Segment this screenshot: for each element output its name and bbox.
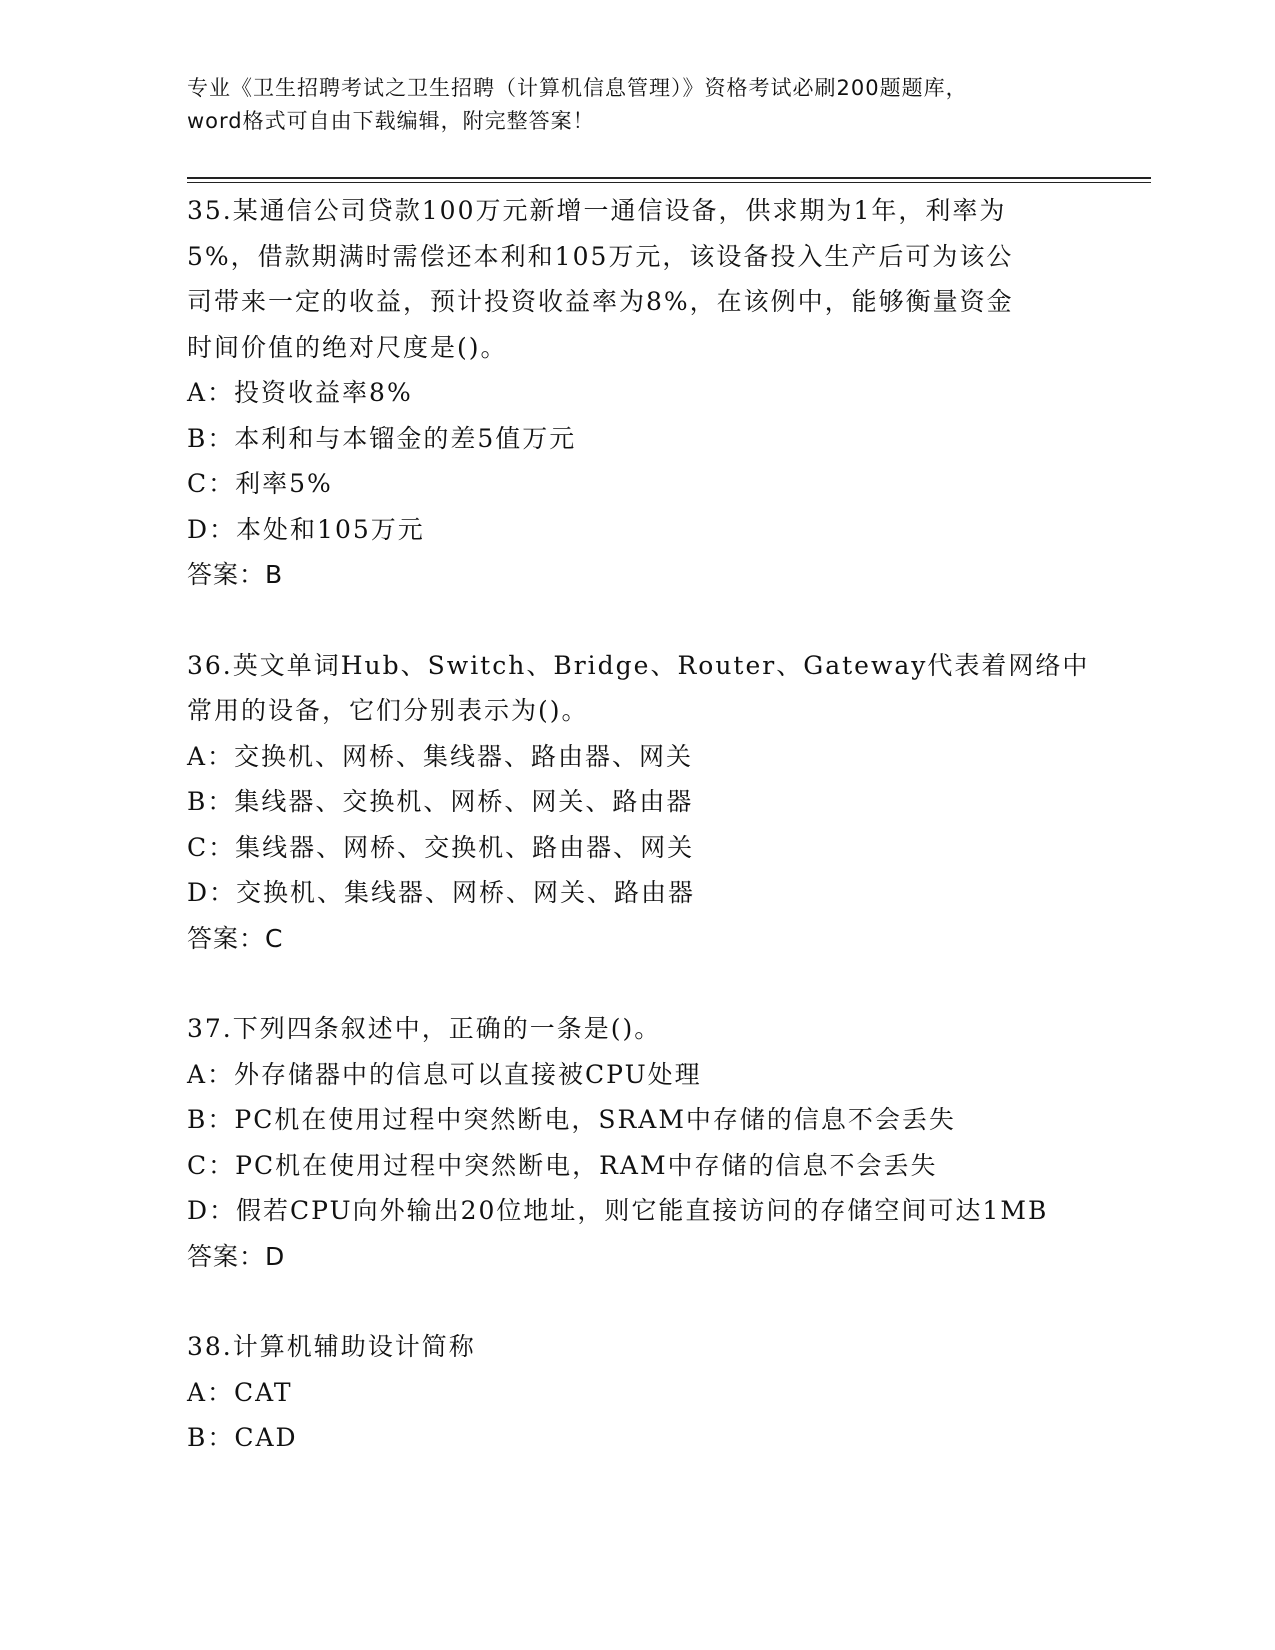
question-stem-line: 38.计算机辅助设计简称 xyxy=(187,1332,476,1361)
question-list xyxy=(187,188,1090,1461)
header-divider-thin xyxy=(187,182,1151,183)
question-stem-line: 35.某通信公司贷款100万元新增一通信设备，供求期为1年，利率为 xyxy=(187,196,1007,225)
question-stem-line: 36.英文单词Hub、Switch、Bridge、Router、Gateway代表着网络中 xyxy=(187,650,1090,680)
question-35 xyxy=(187,188,1087,598)
option-b: B：本利和与本镏金的差5值万元 xyxy=(187,423,577,453)
answer-line: 答案：C xyxy=(187,923,284,953)
option-d: D：本处和105万元 xyxy=(187,514,425,544)
question-spacer xyxy=(187,1279,1087,1324)
document-header xyxy=(187,72,1107,138)
header-title-line-1: 专业《卫生招聘考试之卫生招聘（计算机信息管理）》资格考试必刷200题题库， xyxy=(187,76,968,100)
question-38 xyxy=(187,1324,1087,1461)
option-a: A：CAT xyxy=(187,1377,293,1407)
question-stem-line: 5%，借款期满时需偿还本利和105万元，该设备投入生产后可为该公 xyxy=(187,241,1014,271)
option-b: B：CAD xyxy=(187,1423,298,1452)
question-36 xyxy=(187,643,1090,962)
answer-line: 答案：D xyxy=(187,1241,286,1271)
question-stem-line: 时间价值的绝对尺度是()。 xyxy=(187,332,508,362)
question-37 xyxy=(187,1006,1087,1279)
option-d: D：假若CPU向外输出20位地址，则它能直接访问的存储空间可达1MB xyxy=(187,1196,1049,1225)
question-stem-line: 司带来一定的收益，预计投资收益率为8%，在该例中，能够衡量资金 xyxy=(187,287,1014,316)
option-d: D：交换机、集线器、网桥、网关、路由器 xyxy=(187,878,696,907)
header-divider-thick xyxy=(187,177,1151,179)
header-title-line-2: word格式可自由下载编辑，附完整答案！ xyxy=(187,109,595,133)
option-c: C：集线器、网桥、交换机、路由器、网关 xyxy=(187,832,695,862)
option-b: B：集线器、交换机、网桥、网关、路由器 xyxy=(187,787,694,816)
question-spacer xyxy=(187,961,1087,1006)
question-stem-line: 常用的设备，它们分别表示为()。 xyxy=(187,696,589,725)
question-stem-line: 37.下列四条叙述中，正确的一条是()。 xyxy=(187,1014,662,1043)
option-c: C：PC机在使用过程中突然断电，RAM中存储的信息不会丢失 xyxy=(187,1150,938,1180)
option-a: A：外存储器中的信息可以直接被CPU处理 xyxy=(187,1059,702,1089)
option-c: C：利率5% xyxy=(187,469,333,498)
answer-line: 答案：B xyxy=(187,560,284,589)
question-spacer xyxy=(187,598,1087,643)
option-b: B：PC机在使用过程中突然断电，SRAM中存储的信息不会丢失 xyxy=(187,1105,956,1134)
option-a: A：交换机、网桥、集线器、路由器、网关 xyxy=(187,741,694,771)
option-a: A：投资收益率8% xyxy=(187,378,413,407)
